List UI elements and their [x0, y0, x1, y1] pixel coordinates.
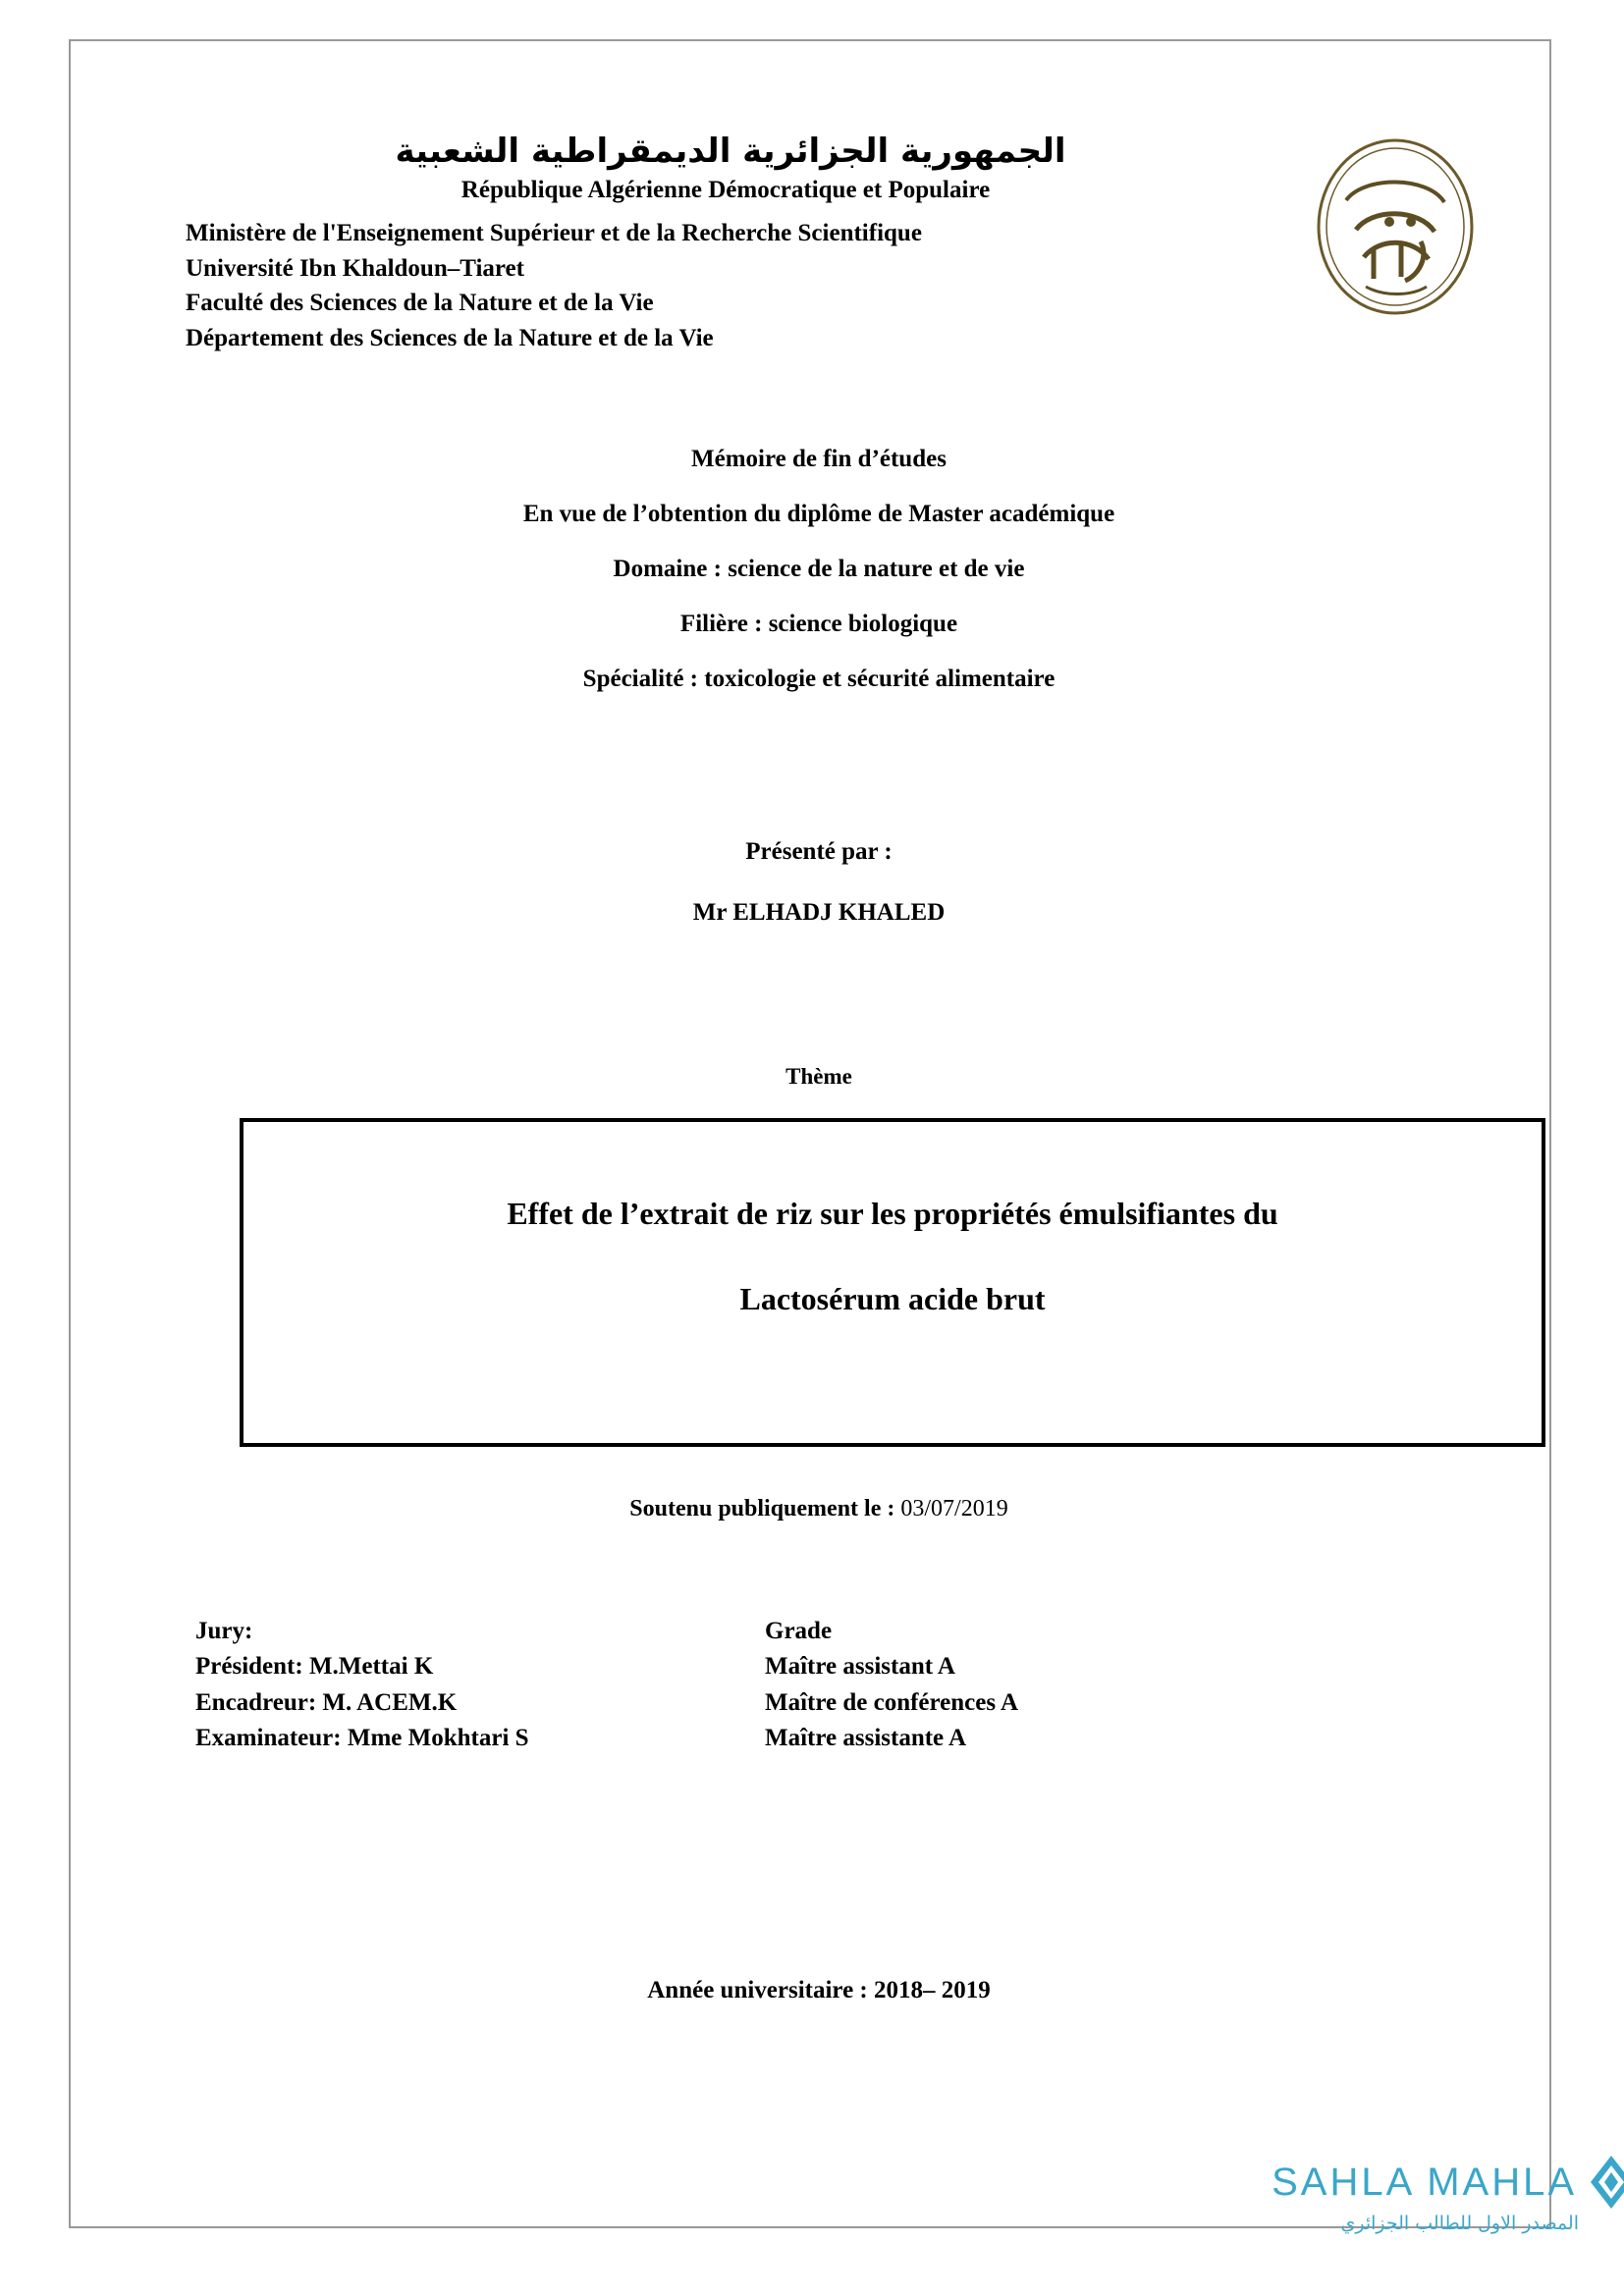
- academic-year: Année universitaire : 2018– 2019: [647, 1977, 991, 2003]
- thesis-title-box: [240, 1118, 1545, 1447]
- thesis-title-line2: Lactosérum acide brut: [739, 1281, 1046, 1316]
- defense-line: [240, 1496, 1398, 1522]
- degree-diploma: En vue de l’obtention du diplôme de Master académique: [522, 501, 1115, 527]
- document-header: [186, 132, 1344, 355]
- header-arabic-republic: الجمهورية الجزائرية الديمقراطية الشعبية: [395, 132, 1066, 171]
- header-faculty: Faculté des Sciences de la Nature et de la Vie: [186, 290, 654, 316]
- watermark-brand: SAHLA MAHLA: [1272, 2160, 1577, 2204]
- jury-member-grade: Maître assistant A: [765, 1653, 955, 1681]
- page-inner: [82, 53, 1579, 2234]
- defense-date: 03/07/2019: [900, 1496, 1008, 1522]
- jury-member-role: Encadreur: M. ACEM.K: [195, 1688, 458, 1716]
- theme-label: Thème: [785, 1064, 852, 1089]
- jury-heading-role: Jury:: [195, 1618, 253, 1644]
- jury-row: [195, 1649, 1374, 1684]
- university-seal-logo: [1295, 132, 1496, 323]
- header-republic-fr: République Algérienne Démocratique et Populaire: [460, 177, 991, 203]
- author-name: Mr ELHADJ KHALED: [692, 899, 946, 926]
- defense-label: Soutenu publiquement le :: [629, 1496, 895, 1522]
- jury-member-grade: Maître de conférences A: [765, 1688, 1019, 1716]
- header-university: Université Ibn Khaldoun–Tiaret: [186, 254, 524, 282]
- header-ministry: Ministère de l'Enseignement Supérieur et de la Recherche Scientifique: [186, 220, 922, 246]
- degree-memoire: Mémoire de fin d’études: [691, 446, 947, 472]
- watermark-diamond-icon: [1589, 2154, 1624, 2211]
- jury-row: [195, 1685, 1374, 1721]
- author-block: [240, 838, 1398, 960]
- degree-block: [240, 446, 1398, 721]
- header-department: Département des Sciences de la Nature et de la Vie: [186, 324, 714, 351]
- jury-member-role: Président: M.Mettai K: [195, 1653, 434, 1681]
- watermark: [1172, 2154, 1624, 2234]
- jury-header-row: [195, 1614, 1374, 1649]
- degree-domaine: Domaine : science de la nature et de vie: [613, 556, 1025, 582]
- watermark-row: [1172, 2154, 1624, 2211]
- watermark-tagline: المصدر الاول للطالب الجزائري: [1340, 2213, 1579, 2234]
- jury-member-grade: Maître assistante A: [765, 1724, 967, 1751]
- thesis-title-line1: Effet de l’extrait de riz sur les propriétés émulsifiantes du: [507, 1196, 1278, 1231]
- jury-member-role: Examinateur: Mme Mokhtari S: [195, 1724, 529, 1751]
- jury-table: [195, 1614, 1374, 1756]
- presented-by-label: Présenté par :: [745, 838, 893, 865]
- jury-heading-grade: Grade: [765, 1618, 833, 1644]
- page-frame: [69, 39, 1579, 2234]
- jury-row: [195, 1721, 1374, 1756]
- degree-specialite: Spécialité : toxicologie et sécurité alimentaire: [582, 666, 1056, 692]
- degree-filiere: Filière : science biologique: [679, 611, 958, 637]
